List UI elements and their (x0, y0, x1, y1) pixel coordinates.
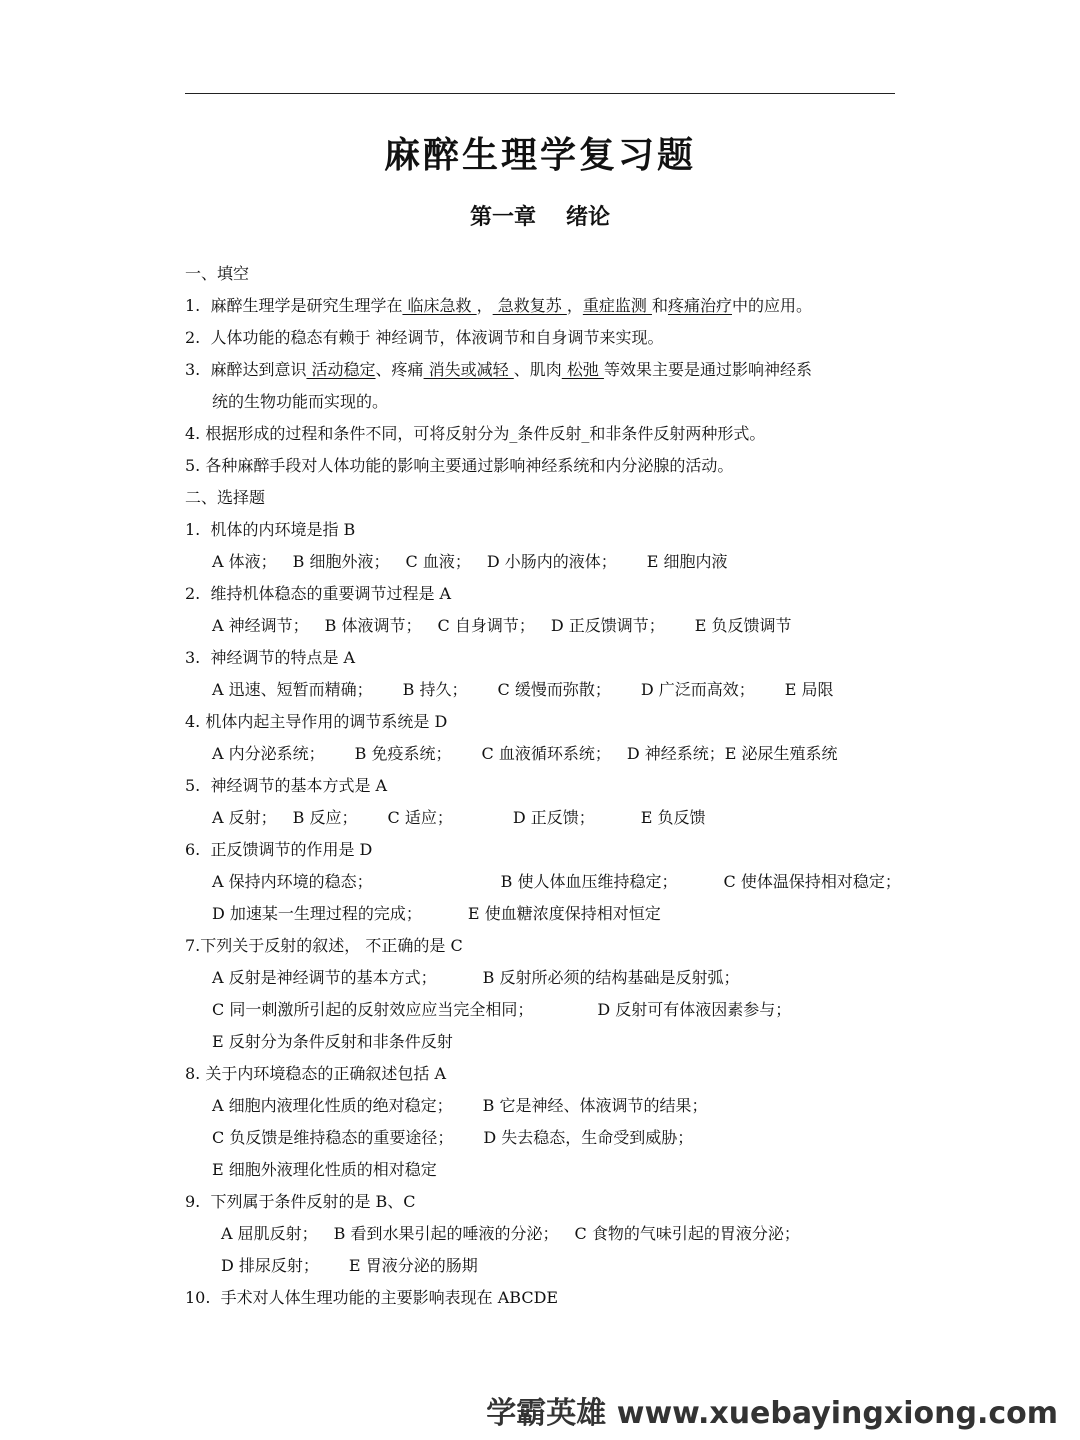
choice-options-6a (185, 866, 905, 898)
fill-question-4: 4. 根据形成的过程和条件不同，可将反射分为_条件反射_和非条件反射两种形式。 (185, 424, 766, 443)
section-heading-fill-blank: 一、填空 (185, 264, 250, 283)
option: B 看到水果引起的唾液的分泌； (333, 1224, 559, 1243)
fill-question-1: 1. 麻醉生理学是研究生理学在 临床急救 ， 急救复苏 ，重症监测 和疼痛治疗中的应用。 (185, 296, 812, 315)
option: A 体液； (212, 552, 277, 571)
option: C 血液循环系统； (481, 744, 611, 763)
choice-options-4 (185, 738, 905, 770)
choice-options-7b (185, 994, 905, 1026)
blank-answer: 消失或减轻 (423, 360, 514, 379)
fill-question-5: 5. 各种麻醉手段对人体功能的影响主要通过影响神经系统和内分泌腺的活动。 (185, 456, 734, 475)
option: C 使体温保持相对稳定； (723, 872, 901, 891)
option: E 负反馈调节 (694, 616, 792, 635)
option: B 反射所必须的结构基础是反射弧； (482, 968, 740, 987)
option: D 加速某一生理过程的完成； (212, 904, 422, 923)
option: A 内分泌系统； (212, 744, 325, 763)
choice-question-1: 1. 机体的内环境是指 B (185, 520, 356, 539)
choice-question-9: 9. 下列属于条件反射的是 B、C (185, 1192, 416, 1211)
chapter-heading (0, 200, 1080, 231)
choice-question-2: 2. 维持机体稳态的重要调节过程是 A (185, 584, 452, 603)
choice-question-4: 4. 机体内起主导作用的调节系统是 D (185, 712, 448, 731)
option: E 细胞外液理化性质的相对稳定 (212, 1160, 437, 1179)
option: E 胃液分泌的肠期 (348, 1256, 478, 1275)
choice-options-7a (185, 962, 905, 994)
option: E 反射分为条件反射和非条件反射 (212, 1032, 453, 1051)
option: C 同一刺激所引起的反射效应应当完全相同； (212, 1000, 534, 1019)
choice-question-5: 5. 神经调节的基本方式是 A (185, 776, 388, 795)
option: B 它是神经、体液调节的结果； (482, 1096, 708, 1115)
choice-options-5 (185, 802, 905, 834)
blank-answer: 重症监测 (582, 296, 652, 315)
option: A 神经调节； (212, 616, 309, 635)
choice-question-10: 10. 手术对人体生理功能的主要影响表现在 ABCDE (185, 1288, 559, 1307)
option: C 食物的气味引起的胃液分泌； (574, 1224, 800, 1243)
choice-options-7c (185, 1026, 905, 1058)
option: D 反射可有体液因素参与； (597, 1000, 792, 1019)
option: B 细胞外液； (292, 552, 390, 571)
option: B 反应； (292, 808, 358, 827)
option: D 正反馈； (512, 808, 595, 827)
option: A 屈肌反射； (221, 1224, 318, 1243)
choice-options-9a (185, 1218, 905, 1250)
option: A 保持内环境的稳态； (212, 872, 373, 891)
blank-answer: 急救复苏 (492, 296, 567, 315)
option: A 反射是神经调节的基本方式； (212, 968, 437, 987)
option: B 免疫系统； (354, 744, 452, 763)
option: E 泌尿生殖系统 (724, 744, 838, 763)
chapter-name: 绪论 (566, 205, 611, 230)
choice-question-7: 7.下列关于反射的叙述， 不正确的是 C (185, 936, 463, 955)
option: D 神经系统； (626, 744, 725, 763)
document-body (185, 258, 905, 1314)
option: D 失去稳态，生命受到威胁； (483, 1128, 694, 1147)
choice-options-8b (185, 1122, 905, 1154)
choice-question-3: 3. 神经调节的特点是 A (185, 648, 356, 667)
option: E 使血糖浓度保持相对恒定 (467, 904, 661, 923)
choice-question-6: 6. 正反馈调节的作用是 D (185, 840, 373, 859)
option: C 血液； (405, 552, 471, 571)
option: A 迅速、短暂而精确； (212, 680, 373, 699)
option: B 使人体血压维持稳定； (500, 872, 678, 891)
option: D 小肠内的液体； (486, 552, 617, 571)
choice-options-9b (185, 1250, 905, 1282)
fill-question-3: 3. 麻醉达到意识 活动稳定、疼痛 消失或减轻 、肌肉 松弛 等效果主要是通过影响神经系 (185, 360, 812, 379)
footer-watermark: 学霸英雄 www.xuebayingxiong.com (486, 1396, 1058, 1431)
option: C 缓慢而弥散； (497, 680, 611, 699)
option: C 负反馈是维持稳态的重要途径； (212, 1128, 454, 1147)
choice-options-8a (185, 1090, 905, 1122)
option: D 正反馈调节； (550, 616, 665, 635)
blank-answer: 临床急救 (402, 296, 477, 315)
option: D 广泛而高效； (640, 680, 755, 699)
option: E 局限 (784, 680, 834, 699)
option: E 负反馈 (640, 808, 706, 827)
option: A 反射； (212, 808, 277, 827)
page-title: 麻醉生理学复习题 (383, 135, 696, 176)
option: B 持久； (402, 680, 468, 699)
fill-question-2: 2. 人体功能的稳态有赖于 神经调节，体液调节和自身调节来实现。 (185, 328, 664, 347)
choice-options-3 (185, 674, 905, 706)
option: B 体液调节； (324, 616, 422, 635)
section-heading-choice: 二、选择题 (185, 488, 266, 507)
fill-question-3-cont: 统的生物功能而实现的。 (212, 392, 389, 411)
blank-answer: 疼痛治疗 (667, 296, 732, 315)
option: C 适应； (387, 808, 453, 827)
choice-question-8: 8. 关于内环境稳态的正确叙述包括 A (185, 1064, 447, 1083)
blank-answer: 松弛 (561, 360, 604, 379)
header-rule (185, 93, 895, 94)
choice-options-8c (185, 1154, 905, 1186)
option: A 细胞内液理化性质的绝对稳定； (212, 1096, 453, 1115)
option: E 细胞内液 (646, 552, 728, 571)
choice-options-2 (185, 610, 905, 642)
choice-options-1 (185, 546, 905, 578)
option: C 自身调节； (437, 616, 535, 635)
blank-answer: 活动稳定 (306, 360, 376, 379)
choice-options-6b (185, 898, 905, 930)
option: D 排尿反射； (221, 1256, 319, 1275)
chapter-number: 第一章 (469, 205, 536, 230)
